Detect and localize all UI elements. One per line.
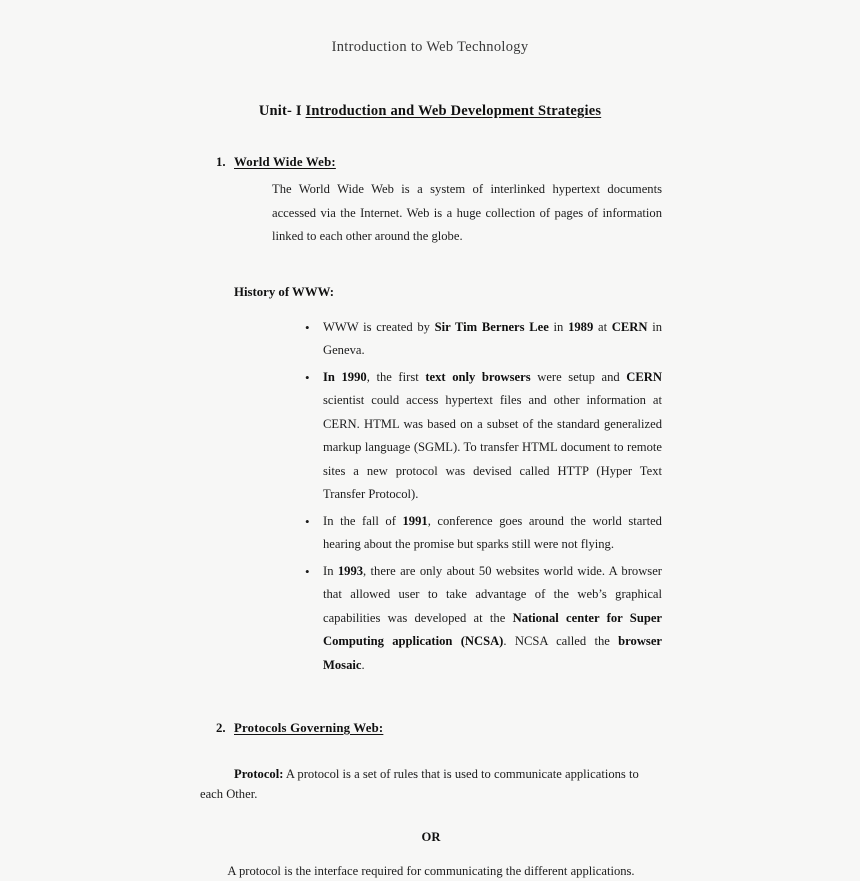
section-label: World Wide Web:	[234, 155, 336, 169]
body-text: .	[361, 657, 365, 672]
bullet-icon: •	[305, 369, 310, 385]
body-text: at	[593, 319, 612, 334]
body-text: In	[323, 563, 338, 578]
body-text: in	[548, 319, 569, 334]
emphasized-text: text only browsers	[425, 369, 531, 384]
emphasized-text: 1989	[568, 319, 594, 334]
emphasized-text: 1993	[337, 563, 364, 578]
body-text: WWW is created by	[323, 319, 435, 334]
list-item	[305, 560, 662, 678]
list-item-text	[323, 320, 662, 358]
protocol-label: Protocol:	[234, 767, 284, 781]
list-item	[305, 510, 662, 557]
emphasized-text: National center for Super Computing application (NCSA)	[323, 610, 663, 648]
section-number: 2.	[216, 721, 226, 735]
list-item-text	[323, 564, 662, 672]
document-body	[200, 155, 662, 881]
bullet-icon: •	[305, 513, 310, 529]
emphasized-text: In 1990	[323, 369, 367, 384]
history-of-www-heading: History of WWW:	[234, 284, 335, 299]
emphasized-text: 1991	[402, 513, 428, 528]
body-text: scientist could access hypertext files and other information at CERN. HTML was based on a subset of the standard generalized markup language (SGML). To transfer HTML document to remote sites a new protocol was devised called HTTP (Hyper Text Transfer Protocol).	[323, 393, 662, 501]
unit-title-prefix: Unit- I	[258, 103, 306, 119]
body-text: , the first	[366, 369, 426, 384]
world-wide-web-paragraph: The World Wide Web is a system of interlinked hypertext documents accessed via the Internet. Web is a huge collection of pages of information linked to each other around the globe.	[272, 182, 662, 243]
history-bullet-list	[200, 316, 662, 678]
section-number: 1.	[216, 155, 226, 169]
or-divider-label: OR	[421, 830, 441, 844]
unit-title	[0, 103, 860, 120]
protocol-definition-paragraph	[200, 764, 662, 804]
body-text: , there are only about 50 websites world wide. A browser that allowed user to take advantage of the web’s graphical capabilities was developed at the	[323, 563, 662, 625]
unit-title-underlined: Introduction and Web Development Strategies	[305, 103, 602, 119]
bullet-icon: •	[305, 319, 310, 335]
list-item	[305, 316, 662, 363]
bullet-icon: •	[305, 563, 310, 579]
body-text: in Geneva.	[323, 319, 662, 357]
body-text: , conference goes around the world started hearing about the promise but sparks still were not flying.	[323, 513, 662, 551]
emphasized-text: CERN	[626, 369, 662, 384]
section-heading-world-wide-web	[200, 155, 662, 170]
list-item	[305, 366, 662, 507]
list-item-text	[323, 514, 662, 552]
list-item-text	[323, 370, 662, 502]
running-header: Introduction to Web Technology	[331, 39, 529, 55]
body-text: In the fall of	[323, 513, 403, 528]
emphasized-text: browser Mosaic	[323, 634, 663, 672]
protocol-definition-text: A protocol is a set of rules that is used to communicate applications to each Other.	[200, 767, 639, 801]
emphasized-text: Sir Tim Berners Lee	[434, 319, 549, 334]
emphasized-text: CERN	[611, 319, 648, 334]
section-label: Protocols Governing Web:	[234, 721, 384, 735]
body-text: . NCSA called the	[503, 634, 619, 648]
protocol-alternate-definition: A protocol is the interface required for communicating the different applications.	[227, 864, 635, 878]
body-text: were setup and	[530, 369, 627, 384]
section-heading-protocols-governing-web	[200, 721, 662, 736]
